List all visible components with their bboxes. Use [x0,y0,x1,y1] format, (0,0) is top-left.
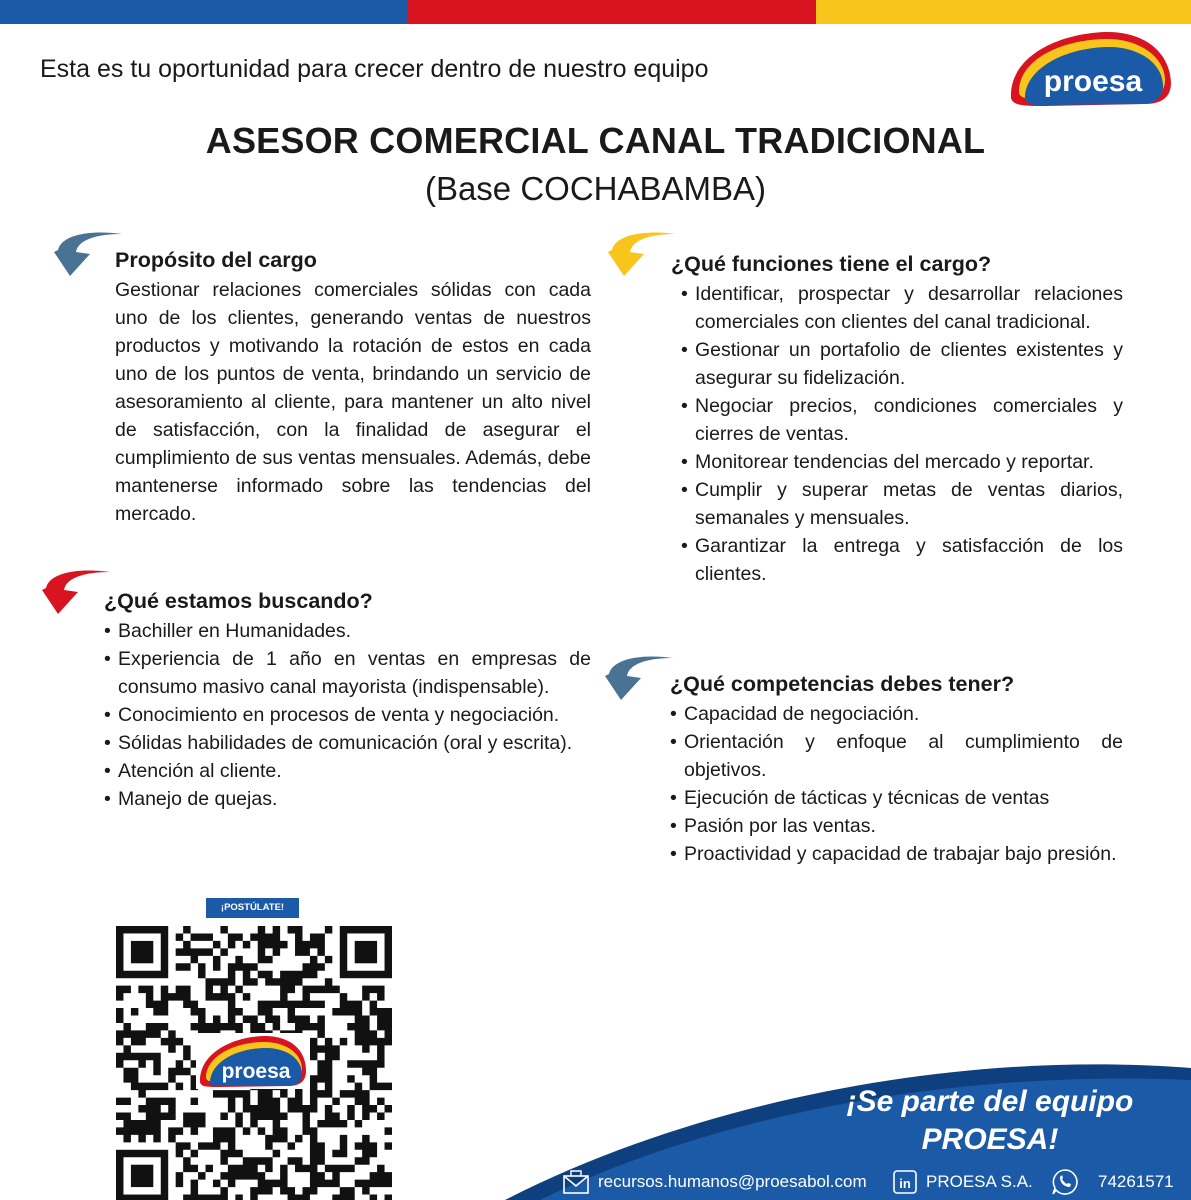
competencies-item: • Pasión por las ventas. [670,812,1123,840]
competencies-item: • Capacidad de negociación. [670,700,1123,728]
yellow-arrow-icon [606,228,678,278]
footer-slogan [820,1083,1160,1159]
qr-logo-text: proesa [221,1060,291,1083]
apply-badge[interactable]: ¡POSTÚLATE! [206,898,299,918]
phone-text: 74261571 [1098,1172,1174,1191]
contact-linkedin[interactable] [892,1168,1033,1196]
functions-item: • Monitorear tendencias del mercado y reportar. [681,448,1123,476]
top-bar-blue [0,0,407,24]
seeking-item: • Bachiller en Humanidades. [104,617,591,645]
competencies-item: • Ejecución de tácticas y técnicas de ventas [670,784,1123,812]
functions-item: • Identificar, prospectar y desarrollar relaciones comerciales con clientes del canal tradicional. [681,280,1123,336]
linkedin-text: PROESA S.A. [926,1172,1033,1191]
seeking-item: • Manejo de quejas. [104,785,591,813]
steel-arrow-icon [52,228,124,278]
functions-item: • Garantizar la entrega y satisfacción de los clientes. [681,532,1123,588]
competencies-heading: ¿Qué competencias debes tener? [670,672,1015,696]
slogan-line-2: PROESA! [921,1123,1059,1156]
top-bar-yellow [816,0,1191,24]
slogan-line-1: ¡Se parte del equipo [846,1085,1134,1118]
svg-text:in: in [899,1176,911,1191]
functions-item: • Gestionar un portafolio de clientes existentes y asegurar su fidelización. [681,336,1123,392]
linkedin-icon [892,1169,918,1195]
seeking-heading: ¿Qué estamos buscando? [104,589,373,613]
purpose-heading: Propósito del cargo [115,248,317,272]
page-title: ASESOR COMERCIAL CANAL TRADICIONAL [205,120,986,161]
seeking-item: • Experiencia de 1 año en ventas en empresas de consumo masivo canal mayorista (indispensable). [104,645,591,701]
seeking-item: • Conocimiento en procesos de venta y negociación. [104,701,591,729]
contact-phone[interactable] [1050,1168,1174,1196]
red-arrow-icon [40,566,112,616]
seeking-list [104,617,591,813]
functions-item: • Cumplir y superar metas de ventas diarios, semanales y mensuales. [681,476,1123,532]
functions-list [681,280,1123,588]
page-subtitle: (Base COCHABAMBA) [424,170,767,207]
proesa-logo [1005,28,1175,110]
mail-icon [562,1169,590,1195]
email-text: recursos.humanos@proesabol.com [598,1172,867,1191]
top-bar-red [407,0,816,24]
top-color-bar [0,0,1191,24]
functions-item: • Negociar precios, condiciones comerciales y cierres de ventas. [681,392,1123,448]
functions-heading: ¿Qué funciones tiene el cargo? [671,252,992,276]
competencies-item: • Orientación y enfoque al cumplimiento de objetivos. [670,728,1123,784]
competencies-list [670,700,1123,868]
seeking-item: • Atención al cliente. [104,757,591,785]
whatsapp-icon [1050,1168,1080,1196]
competencies-item: • Proactividad y capacidad de trabajar bajo presión. [670,840,1123,868]
logo-text: proesa [1043,65,1143,98]
contact-email[interactable] [562,1168,867,1196]
tagline: Esta es tu oportunidad para crecer dentro de nuestro equipo [40,55,709,83]
purpose-text: Gestionar relaciones comerciales sólidas con cada uno de los clientes, generando ventas de nuestros productos y motivando la rotación de estos en cada uno de los puntos de venta, brindando un servicio de asesoramiento al cliente, para mantener un alto nivel de satisfacción, con la finalidad de asegurar el cumplimiento de sus ventas mensuales. Además, debe mantenerse informado sobre las tendencias del mercado. [115,279,591,525]
steel-arrow-icon [603,652,675,702]
seeking-item: • Sólidas habilidades de comunicación (oral y escrita). [104,729,591,757]
